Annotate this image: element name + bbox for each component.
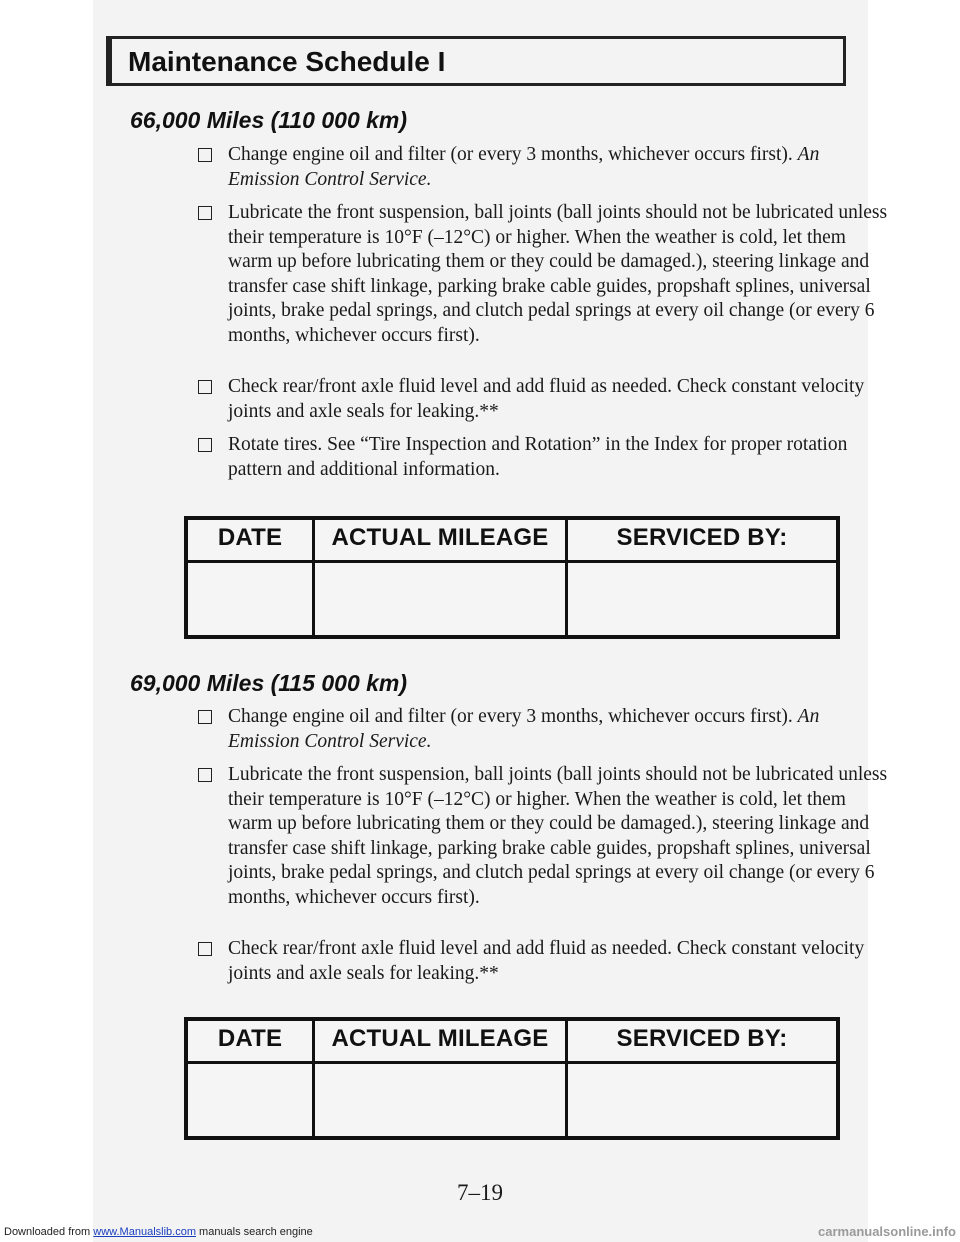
checklist-item: Lubricate the front suspension, ball joints (ball joints should not be lubricated unless their temperature is 10°F (–12°C) or higher. When the weather is cold, let them warm up before lubricating them or they could be damaged.), steering linkage and transfer case shift linkage, parking brake cable guides, propshaft splines, universal joints, brake pedal springs, and clutch pedal springs at every oil change (or every 6 months, whichever occurs first). [194,201,888,348]
checkbox[interactable] [198,380,212,394]
checklist-item: Lubricate the front suspension, ball joints (ball joints should not be lubricated unless their temperature is 10°F (–12°C) or higher. When the weather is cold, let them warm up before lubricating them or they could be damaged.), steering linkage and transfer case shift linkage, parking brake cable guides, propshaft splines, universal joints, brake pedal springs, and clutch pedal springs at every oil change (or every 6 months, whichever occurs first). [194,763,888,910]
checkbox[interactable] [198,768,212,782]
checklist-item: Change engine oil and filter (or every 3 months, whichever occurs first). An Emission Control Service. [194,143,888,192]
serviced-by-header: SERVICED BY: [616,1025,788,1052]
checkbox[interactable] [198,206,212,220]
schedule-header [106,36,846,86]
service-record-table [184,1017,840,1140]
checkbox[interactable] [198,942,212,956]
section-title-66000: 66,000 Miles (110 000 km) [130,107,408,133]
site-watermark: carmanualsonline.info [818,1224,956,1239]
actual-mileage-header: ACTUAL MILEAGE [331,524,549,551]
checkbox[interactable] [198,710,212,724]
page-title: Maintenance Schedule I [128,46,446,77]
checklist-item: Check rear/front axle fluid level and add fluid as needed. Check constant velocity joints and axle seals for leaking.** [194,937,888,986]
date-header: DATE [217,524,283,551]
manualslib-link[interactable]: www.Manualslib.com [93,1226,196,1238]
date-header: DATE [217,1025,283,1052]
checkbox[interactable] [198,148,212,162]
download-note: Downloaded from www.Manualslib.com manuals search engine [4,1226,313,1238]
section-title-69000: 69,000 Miles (115 000 km) [130,670,408,696]
checkbox[interactable] [198,438,212,452]
service-record-table [184,516,840,639]
actual-mileage-header: ACTUAL MILEAGE [331,1025,549,1052]
checklist-item: Change engine oil and filter (or every 3 months, whichever occurs first). An Emission Control Service. [194,705,888,754]
checklist-item: Check rear/front axle fluid level and add fluid as needed. Check constant velocity joints and axle seals for leaking.** [194,375,888,424]
page-number: 7–19 [457,1180,503,1205]
checklist-item: Rotate tires. See “Tire Inspection and Rotation” in the Index for proper rotation pattern and additional information. [194,433,888,482]
serviced-by-header: SERVICED BY: [616,524,788,551]
